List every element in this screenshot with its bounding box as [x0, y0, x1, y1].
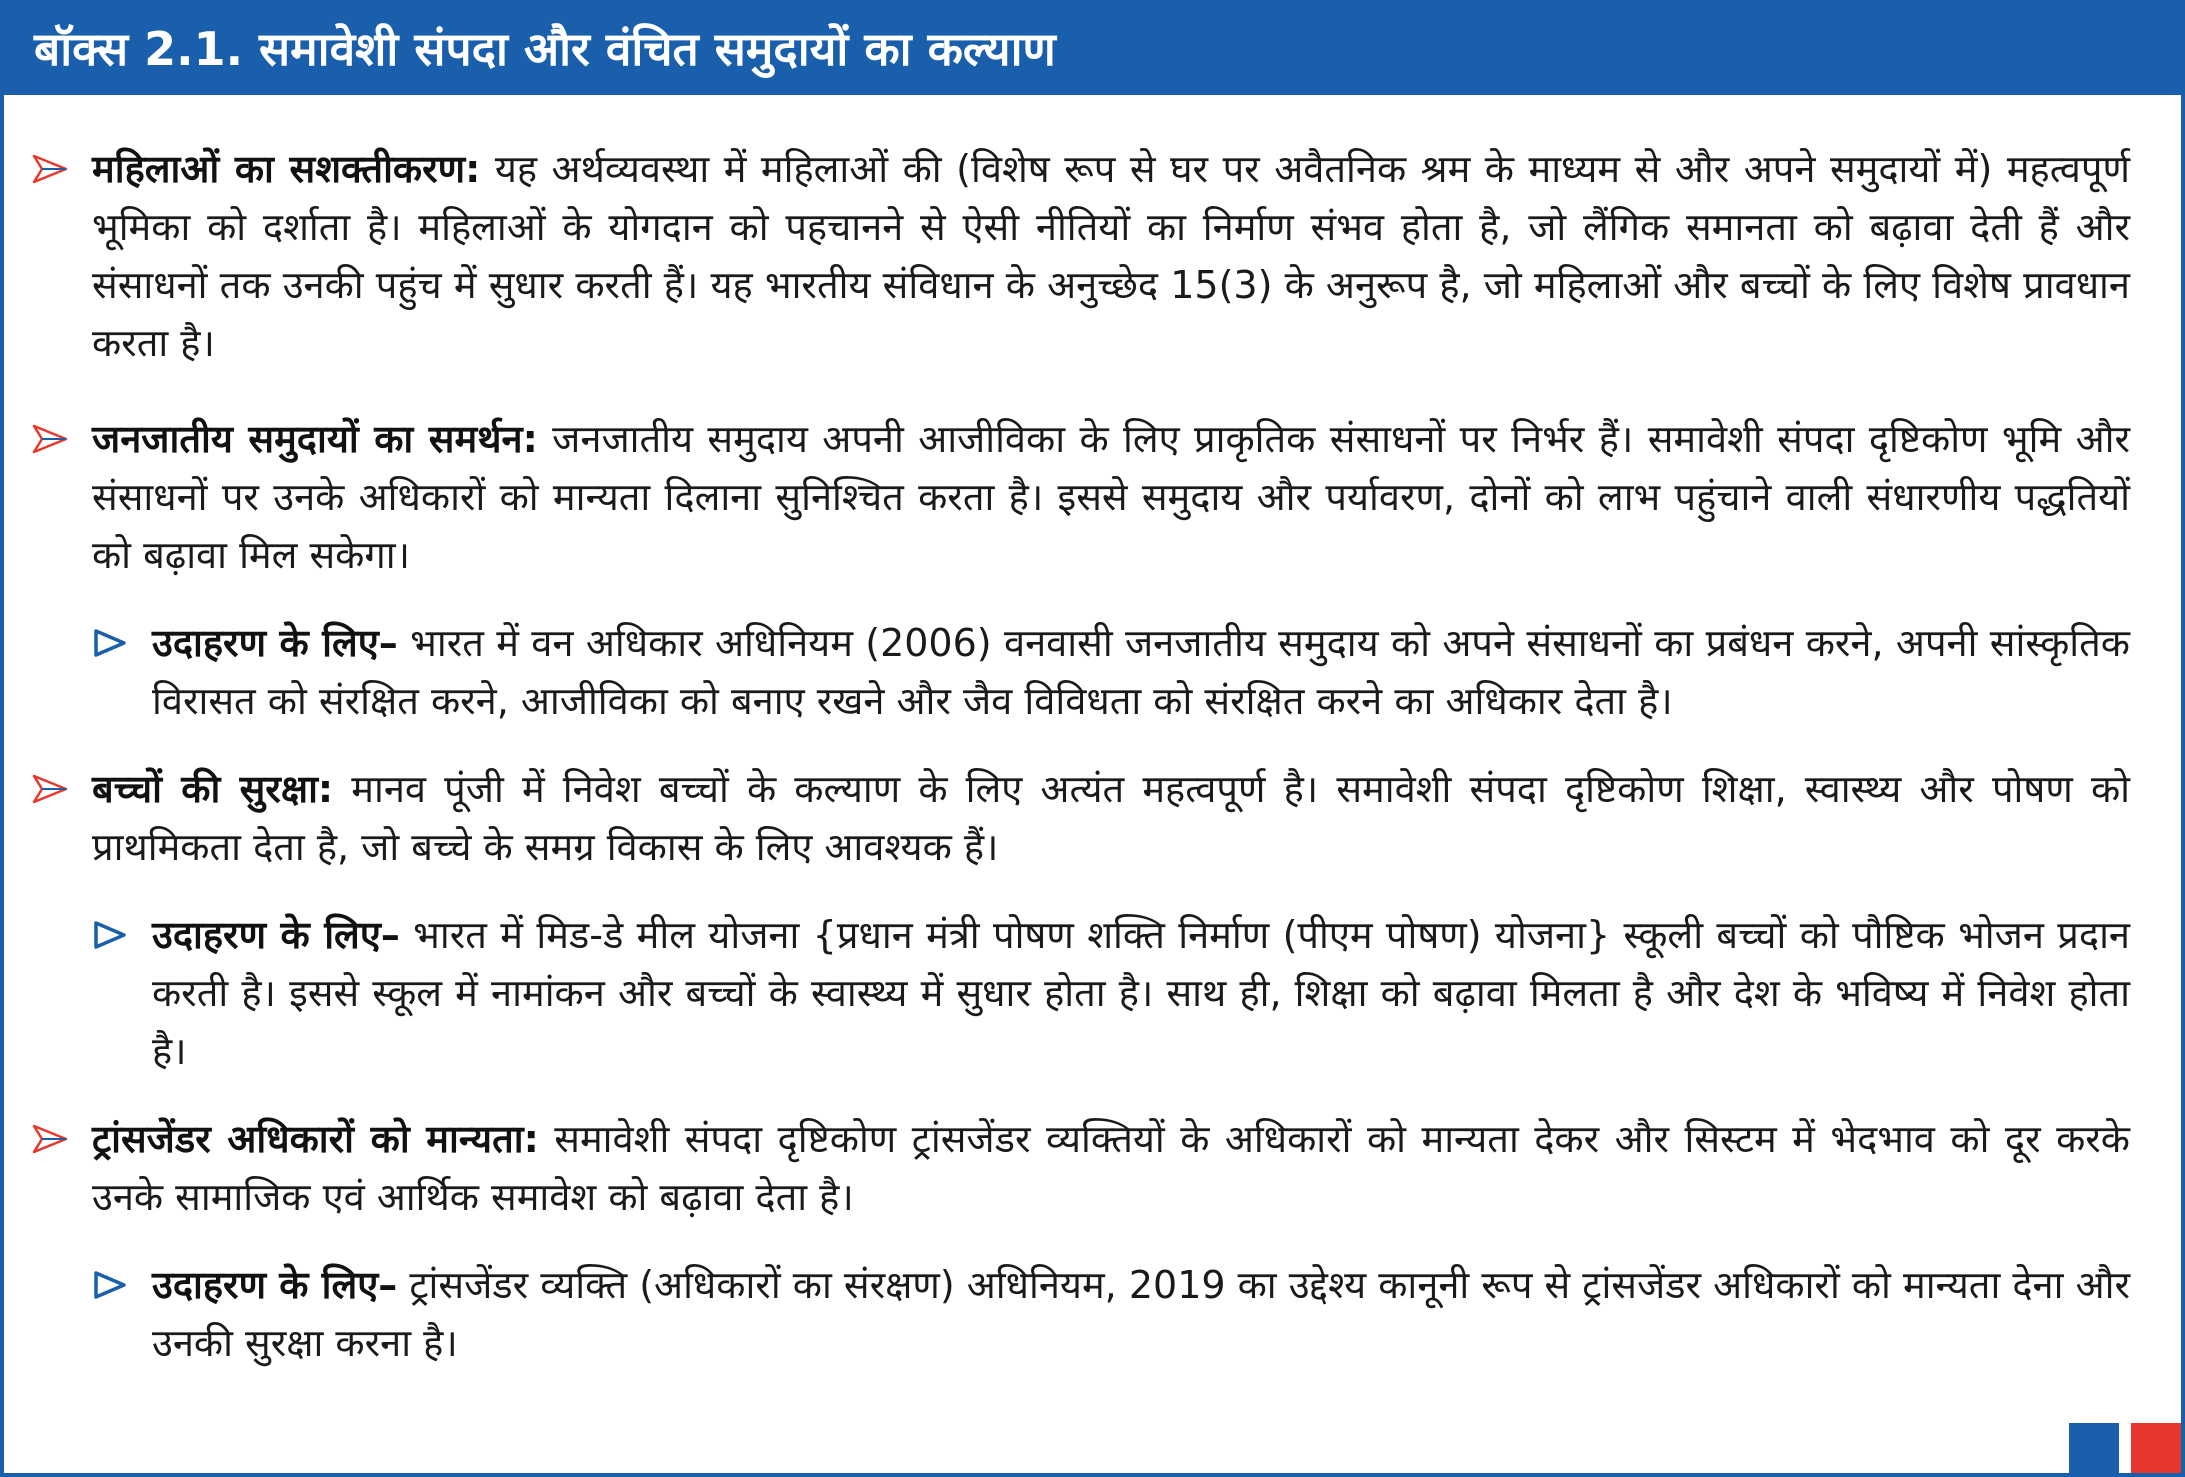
triangle-outline-bullet-icon: [92, 920, 128, 950]
triangle-outline-bullet-icon: [92, 1270, 128, 1300]
triangle-outline-bullet-icon: [92, 628, 128, 658]
corner-red-square: [2131, 1423, 2181, 1473]
arrowhead-bullet-icon: [32, 154, 68, 184]
box-content: [4, 140, 2185, 1372]
arrowhead-bullet-icon: [32, 424, 68, 454]
example-heading: उदाहरण के लिए–: [152, 913, 400, 957]
example-text: ट्रांसजेंडर व्यक्ति (अधिकारों का संरक्षण) अधिनियम, 2019 का उद्देश्य कानूनी रूप से ट्रांसजेंडर अधिकारों को मान्यता देना और उनकी सुरक्षा करना है।: [152, 1263, 2130, 1365]
item-heading: महिलाओं का सशक्तीकरण:: [92, 147, 481, 191]
item-heading: बच्चों की सुरक्षा:: [92, 767, 334, 811]
example-heading: उदाहरण के लिए–: [152, 1263, 398, 1307]
list-item-child-protection: [92, 760, 2130, 876]
corner-blue-square: [2069, 1423, 2119, 1473]
sub-item-example-midday-meal: [152, 906, 2130, 1080]
item-heading: जनजातीय समुदायों का समर्थन:: [92, 417, 538, 461]
example-heading: उदाहरण के लिए–: [152, 621, 398, 665]
list-item-tribal-support: [92, 410, 2130, 584]
box-title: बॉक्स 2.1. समावेशी संपदा और वंचित समुदायों का कल्याण: [34, 21, 1056, 76]
item-text: यह अर्थव्यवस्था में महिलाओं की (विशेष रूप से घर पर अवैतनिक श्रम के माध्यम से और अपने समुदायों में) महत्वपूर्ण भूमिका को दर्शाता है। महिलाओं के योगदान को पहचानने से ऐसी नीतियों का निर्माण संभव होता है, जो लैंगिक समानता को बढ़ावा देती हैं और संसाधनों तक उनकी पहुंच में सुधार करती हैं। यह भारतीय संविधान के अनुच्छेद 15(3) के अनुरूप है, जो महिलाओं और बच्चों के लिए विशेष प्रावधान करता है।: [92, 147, 2130, 365]
sub-item-example-forest-rights: [152, 614, 2130, 730]
list-item-transgender-rights: [92, 1110, 2130, 1226]
item-text: मानव पूंजी में निवेश बच्चों के कल्याण के लिए अत्यंत महत्वपूर्ण है। समावेशी संपदा दृष्टिकोण शिक्षा, स्वास्थ्य और पोषण को प्राथमिकता देता है, जो बच्चे के समग्र विकास के लिए आवश्यक हैं।: [92, 767, 2131, 869]
arrowhead-bullet-icon: [32, 774, 68, 804]
arrowhead-bullet-icon: [32, 1124, 68, 1154]
example-text: भारत में वन अधिकार अधिनियम (2006) वनवासी जनजातीय समुदाय को अपने संसाधनों का प्रबंधन करने, अपनी सांस्कृतिक विरासत को संरक्षित करने, आजीविका को बनाए रखने और जैव विविधता को संरक्षित करने का अधिकार देता है।: [152, 621, 2130, 723]
example-text: भारत में मिड-डे मील योजना {प्रधान मंत्री पोषण शक्ति निर्माण (पीएम पोषण) योजना} स्कूली बच्चों को पौष्टिक भोजन प्रदान करती है। इससे स्कूल में नामांकन और बच्चों के स्वास्थ्य में सुधार होता है। साथ ही, शिक्षा को बढ़ावा मिलता है और देश के भविष्य में निवेश होता है।: [152, 913, 2130, 1073]
sub-item-example-transgender-act: [152, 1256, 2130, 1372]
box-header: [4, 0, 2185, 95]
item-text: समावेशी संपदा दृष्टिकोण ट्रांसजेंडर व्यक्तियों के अधिकारों को मान्यता देकर और सिस्टम में भेदभाव को दूर करके उनके सामाजिक एवं आर्थिक समावेश को बढ़ावा देता है।: [92, 1117, 2130, 1219]
item-text: जनजातीय समुदाय अपनी आजीविका के लिए प्राकृतिक संसाधनों पर निर्भर हैं। समावेशी संपदा दृष्टिकोण भूमि और संसाधनों पर उनके अधिकारों को मान्यता दिलाना सुनिश्चित करता है। इससे समुदाय और पर्यावरण, दोनों को लाभ पहुंचाने वाली संधारणीय पद्धतियों को बढ़ावा मिल सकेगा।: [92, 417, 2130, 577]
item-heading: ट्रांसजेंडर अधिकारों को मान्यता:: [92, 1117, 539, 1161]
list-item-women-empowerment: [92, 140, 2130, 372]
